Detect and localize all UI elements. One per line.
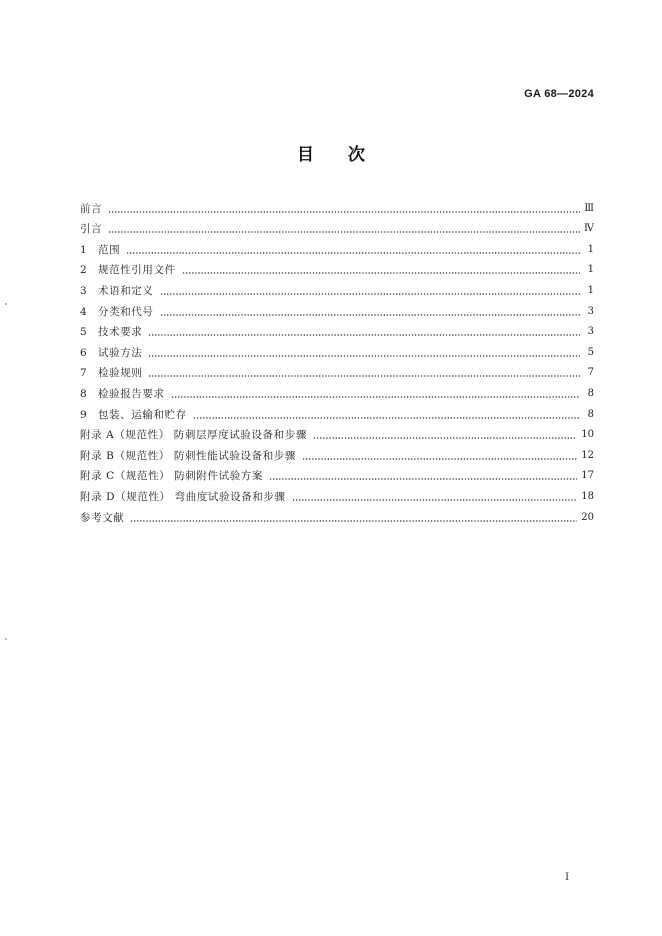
toc-entry-label [80,202,102,216]
toc-entry-label [80,387,165,401]
toc-entry-text: 附录 C（规范性） 防刺附件试验方案 [80,470,264,483]
toc-entry-page: 8 [587,387,594,399]
toc-dot-leader [148,333,580,337]
toc-entry-page: 1 [587,284,594,296]
toc-entry-label [80,449,296,463]
toc-entry-label [80,511,124,525]
toc-dot-leader [302,457,577,461]
toc-entry[interactable] [80,339,594,360]
toc-entry-number: 3 [80,284,88,297]
toc-dot-leader [313,436,577,440]
toc-dot-leader [182,271,580,275]
toc-entry[interactable] [80,442,594,463]
toc-entry-label [80,305,154,319]
toc-entry-page: 17 [581,470,594,482]
toc-entry-text: 检验规则 [98,367,143,380]
toc-entry[interactable] [80,236,594,257]
toc-entry-label [80,428,307,442]
toc-entry-text: 引言 [80,223,103,236]
toc-entry-number: 8 [80,387,88,400]
toc-entry[interactable] [80,216,594,237]
toc-entry-page: 3 [587,305,594,317]
toc-entry[interactable] [80,463,594,484]
toc-entry-page: 12 [581,449,594,461]
toc-entry-text: 前言 [80,202,103,215]
toc-entry-number: 1 [80,243,88,256]
toc-entry[interactable] [80,380,594,401]
toc-entry-number: 9 [80,408,88,421]
toc-entry[interactable] [80,360,594,381]
toc-entry[interactable] [80,422,594,443]
toc-entry[interactable] [80,401,594,422]
toc-entry[interactable] [80,504,594,525]
toc-entry[interactable] [80,483,594,504]
toc-entry-number: 2 [80,264,88,277]
toc-entry-page: 8 [587,408,594,420]
toc-entry-page: 18 [581,490,594,502]
toc-entry-page: 1 [587,264,594,276]
toc-entry-label [80,325,142,339]
toc-entry[interactable] [80,298,594,319]
toc-entry-label [80,243,120,257]
toc-dot-leader [193,416,580,420]
scan-edge-mark [5,638,7,640]
toc-entry-label [80,490,286,504]
toc-entry-text: 参考文献 [80,511,125,524]
toc-entry-text: 检验报告要求 [98,387,165,400]
toc-entry-text: 技术要求 [98,326,143,339]
toc-entry[interactable] [80,319,594,340]
toc-entry[interactable] [80,277,594,298]
toc-dot-leader [269,477,577,481]
toc-entry-label [80,284,154,298]
toc-entry-text: 附录 B（规范性） 防刺性能试验设备和步骤 [80,449,296,462]
toc-dot-leader [171,395,580,399]
toc-entry-text: 规范性引用文件 [98,264,176,277]
toc-entry-label [80,346,142,360]
toc-entry-number: 6 [80,346,88,359]
toc-entry-text: 包装、运输和贮存 [98,408,187,421]
toc-entry-page: 10 [581,429,594,441]
toc-entry-text: 分类和代号 [98,305,154,318]
toc-entry-number: 7 [80,367,88,380]
toc-dot-leader [292,498,578,502]
toc-entry-page: 20 [581,511,594,523]
toc-entry-page: 7 [587,367,594,379]
toc-entry-label [80,222,102,236]
toc-dot-leader [126,251,580,255]
toc-entry-page: Ⅳ [584,223,594,235]
toc-dot-leader [148,354,580,358]
toc-dot-leader [148,374,580,378]
toc-dot-leader [160,313,581,317]
toc-entry-label [80,469,263,483]
toc-entry-label [80,366,142,380]
toc-entry-text: 术语和定义 [98,284,154,297]
toc-dot-leader [160,292,581,296]
page-number: I [565,871,570,883]
toc-entry-text: 附录 D（规范性） 弯曲度试验设备和步骤 [80,490,286,503]
toc-entry[interactable] [80,257,594,278]
toc-entry-label [80,408,187,422]
toc-entry-page: Ⅲ [584,202,594,214]
table-of-contents [80,195,594,525]
toc-dot-leader [130,519,577,523]
toc-entry-page: 5 [587,346,594,358]
toc-entry-text: 附录 A（规范性） 防刺层厚度试验设备和步骤 [80,429,307,442]
toc-entry[interactable] [80,195,594,216]
toc-dot-leader [108,210,580,214]
toc-entry-number: 4 [80,305,88,318]
toc-dot-leader [108,230,580,234]
document-code: GA 68—2024 [524,88,594,100]
scan-edge-mark [5,303,7,305]
toc-entry-number: 5 [80,326,88,339]
toc-title: 目次 [297,145,399,165]
toc-entry-text: 试验方法 [98,346,143,359]
toc-entry-text: 范围 [98,243,121,256]
toc-entry-label [80,263,176,277]
toc-entry-page: 1 [587,243,594,255]
toc-entry-page: 3 [587,326,594,338]
